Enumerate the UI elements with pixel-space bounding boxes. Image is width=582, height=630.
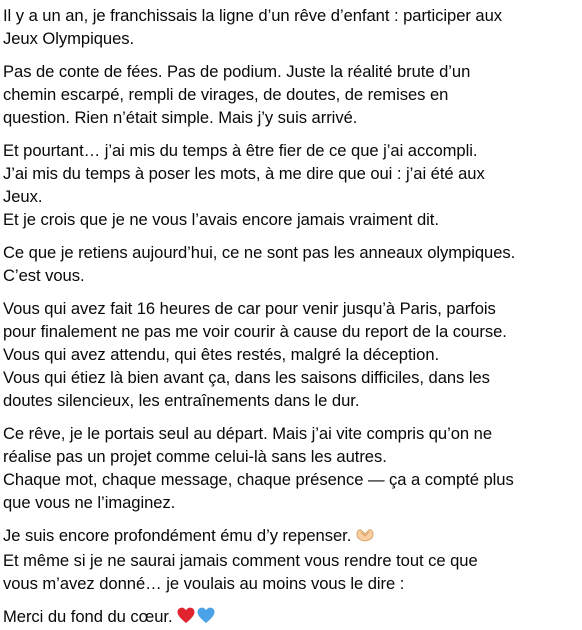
text-line: Vous qui étiez là bien avant ça, dans les saisons difficiles, dans les [3,368,490,387]
text-line: pour finalement ne pas me voir courir à cause du report de la course. [3,322,507,341]
text-line: J’ai mis du temps à poser les mots, à me dire que oui : j’ai été aux [3,164,485,183]
text-line: Et même si je ne saurai jamais comment vous rendre tout ce que [3,551,478,570]
text-line: Merci du fond du cœur. [3,607,173,626]
text-line: vous m’avez donné… je voulais au moins vous le dire : [3,574,405,593]
paragraph-2 [3,60,574,129]
paragraph-4 [3,241,574,287]
text-line: Ce que je retiens aujourd’hui, ce ne sont pas les anneaux olympiques. [3,243,516,262]
paragraph-7 [3,524,574,595]
text-line: Jeux. [3,187,43,206]
text-line-with-emoji [3,524,574,549]
text-line: Vous qui avez fait 16 heures de car pour venir jusqu’à Paris, parfois [3,299,496,318]
heart-hands-icon [355,526,375,549]
text-line: Ce rêve, je le portais seul au départ. Mais j’ai vite compris qu’on ne [3,424,493,443]
paragraph-3 [3,139,574,231]
paragraph-5 [3,297,574,412]
paragraph-6 [3,422,574,514]
text-line: question. Rien n’était simple. Mais j’y suis arrivé. [3,108,358,127]
text-line: réalise pas un projet comme celui-là sans les autres. [3,447,387,466]
paragraph-1 [3,4,574,50]
text-line: Et pourtant… j’ai mis du temps à être fier de ce que j’ai accompli. [3,141,478,160]
text-line: doutes silencieux, les entraînements dans le dur. [3,391,360,410]
text-line: chemin escarpé, rempli de virages, de doutes, de remises en [3,85,449,104]
text-line: Pas de conte de fées. Pas de podium. Juste la réalité brute d’un [3,62,471,81]
text-line: Je suis encore profondément ému d’y repenser. [3,526,352,545]
text-line: Vous qui avez attendu, qui êtes restés, malgré la déception. [3,345,440,364]
text-line: Jeux Olympiques. [3,29,135,48]
text-line: Il y a un an, je franchissais la ligne d’un rêve d’enfant : participer aux [3,6,503,25]
text-line-with-emoji [3,605,574,630]
text-line: que vous ne l’imaginez. [3,493,176,512]
paragraph-8 [3,605,574,630]
text-line: Et je crois que je ne vous l’avais encore jamais vraiment dit. [3,210,439,229]
text-line: Chaque mot, chaque message, chaque présence — ça a compté plus [3,470,514,489]
text-line: C’est vous. [3,266,85,285]
